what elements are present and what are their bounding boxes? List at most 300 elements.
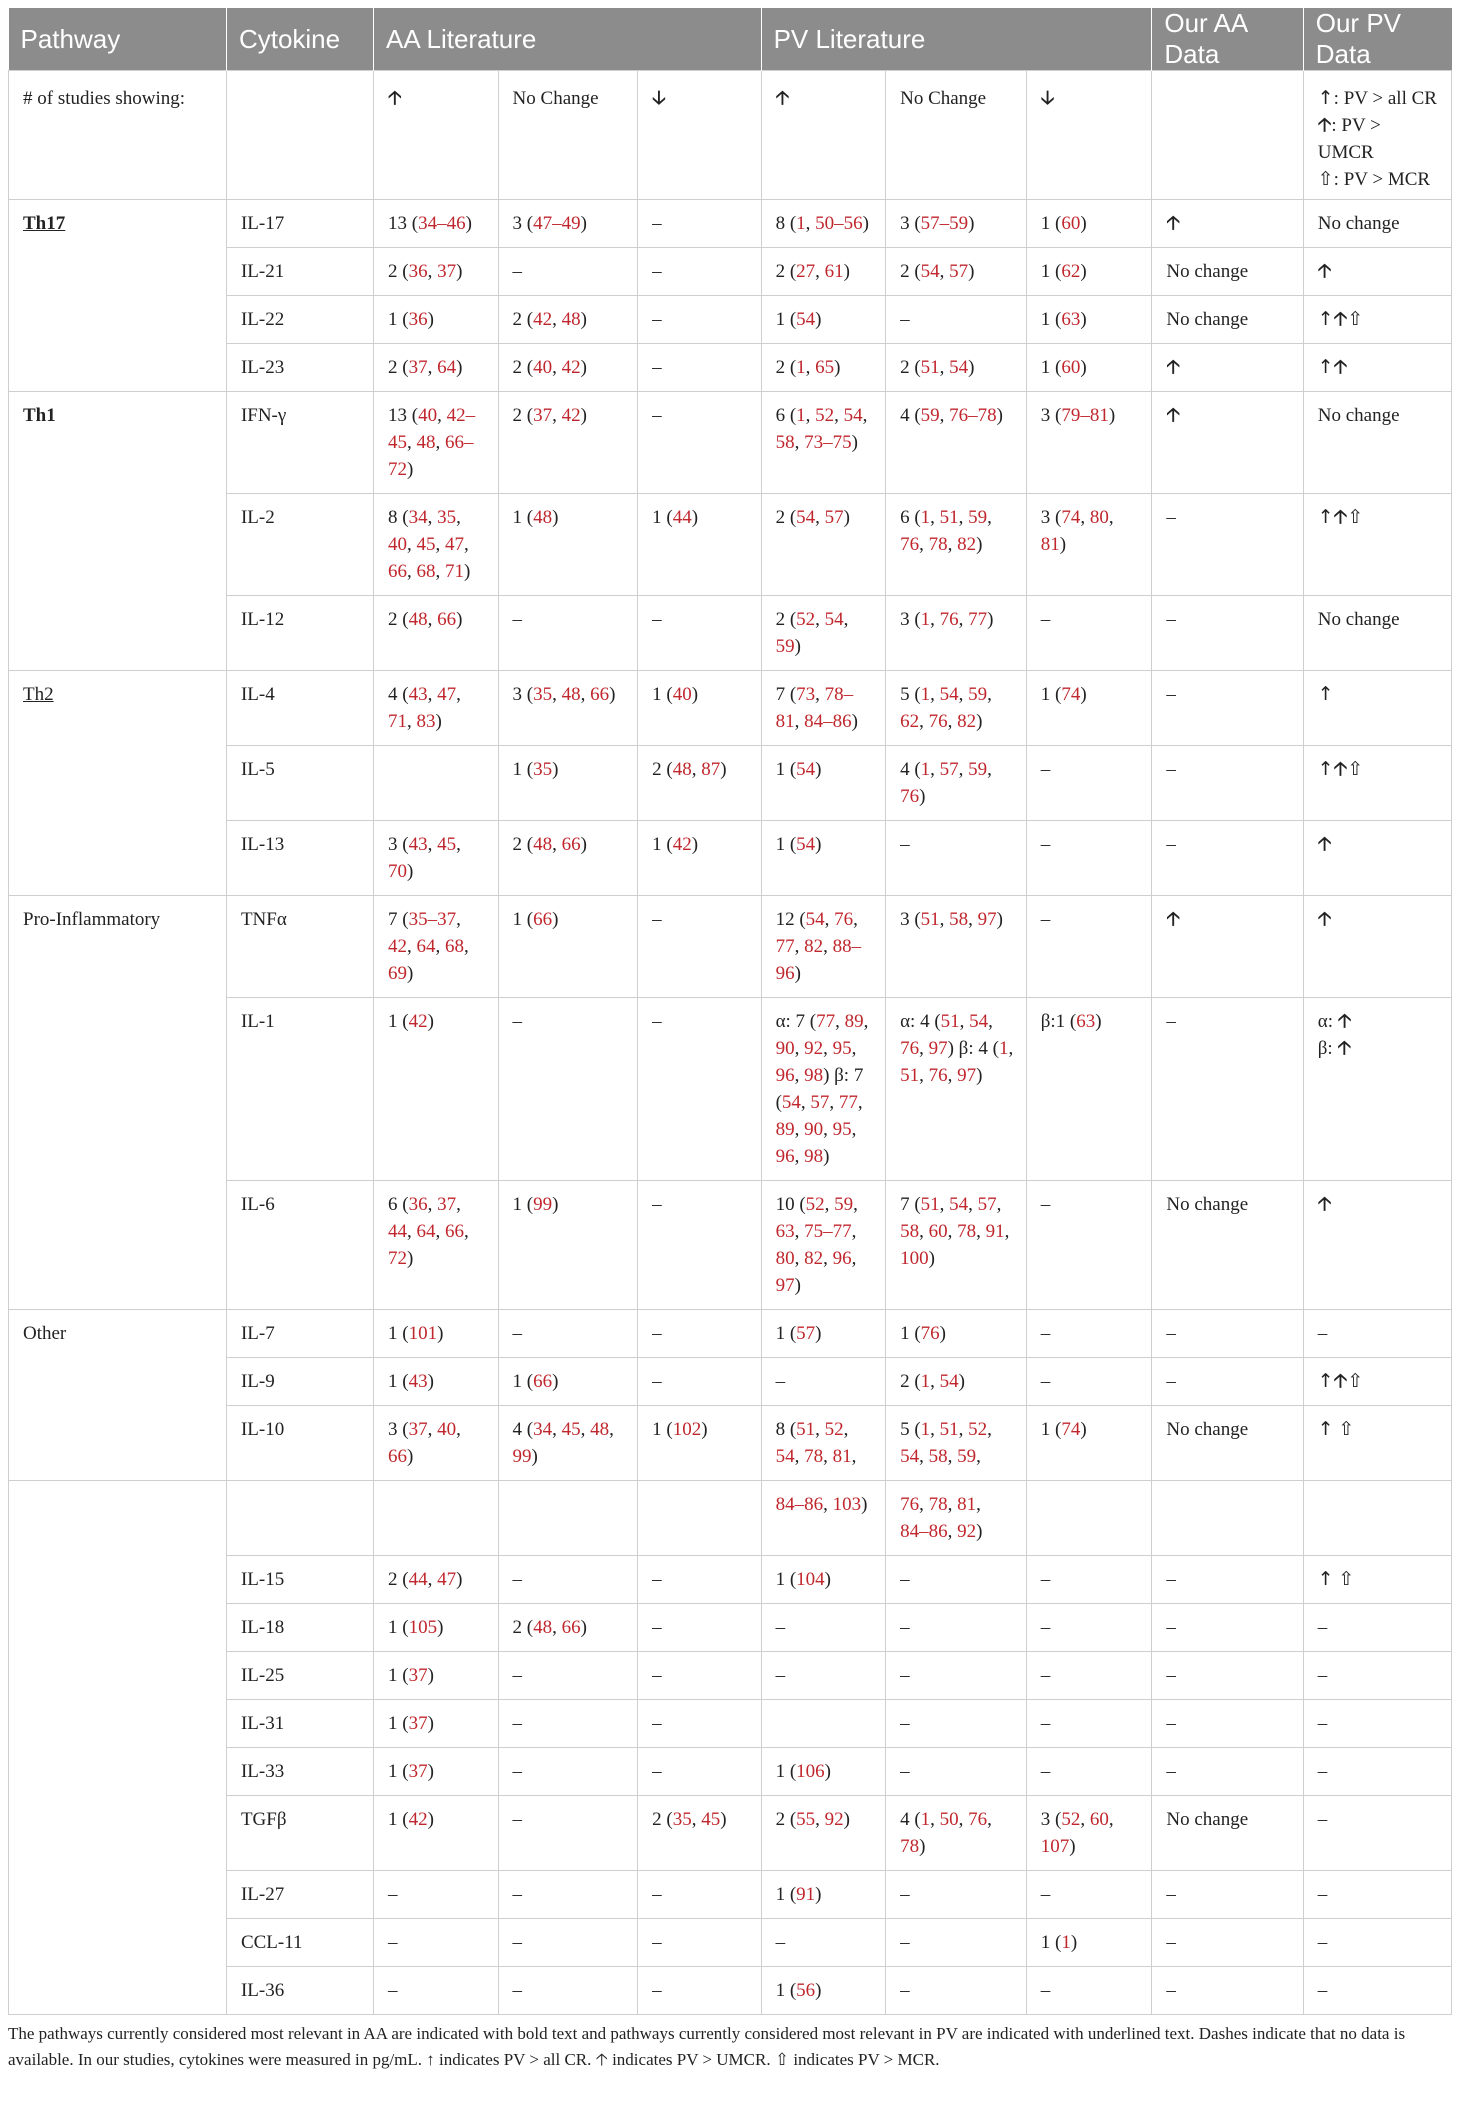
cell <box>1026 1481 1152 1556</box>
cell: 6 (36, 37, 44, 64, 66, 72) <box>374 1181 499 1310</box>
cell: 12 (54, 76, 77, 82, 88–96) <box>761 896 886 998</box>
up-arrow-icon: ↑ <box>1317 356 1334 378</box>
cell <box>374 1481 499 1556</box>
cell: – <box>1303 1919 1451 1967</box>
cell: 1 (40) <box>638 671 761 746</box>
table-row <box>9 392 1452 494</box>
cell: 1 (37) <box>374 1700 499 1748</box>
up-arrow-icon: ↑ <box>1317 1568 1334 1590</box>
cytokine-name: IL-9 <box>226 1358 373 1406</box>
cell: α: 🡡 β: 🡡 <box>1303 998 1451 1181</box>
cell: 2 (48, 66) <box>374 596 499 671</box>
cell: 1 (37) <box>374 1652 499 1700</box>
cell: – <box>1026 1652 1152 1700</box>
table-row <box>9 671 1452 746</box>
aa-up-header <box>374 71 499 200</box>
cytokine-name: IL-18 <box>226 1604 373 1652</box>
cytokine-name: TGFβ <box>226 1796 373 1871</box>
cell: – <box>638 1652 761 1700</box>
cell <box>9 1181 227 1310</box>
cell: 1 (104) <box>761 1556 886 1604</box>
cytokine-name: CCL-11 <box>226 1919 373 1967</box>
cell: – <box>1026 1748 1152 1796</box>
cell <box>9 1358 227 1406</box>
cytokine-name: IL-17 <box>226 200 373 248</box>
cell: 5 (1, 51, 52, 54, 58, 59, <box>886 1406 1027 1481</box>
table-row <box>9 1871 1452 1919</box>
cell: – <box>1152 998 1303 1181</box>
cell: 8 (51, 52, 54, 78, 81, <box>761 1406 886 1481</box>
cell: 2 (54, 57) <box>761 494 886 596</box>
cell: α: 7 (77, 89, 90, 92, 95, 96, 98) β: 7 (54, 57, 77, 89, 90, 95, 96, 98) <box>761 998 886 1181</box>
cell: 3 (74, 80, 81) <box>1026 494 1152 596</box>
cell: 84–86, 103) <box>761 1481 886 1556</box>
table-row <box>9 1700 1452 1748</box>
cell: – <box>761 1358 886 1406</box>
cell: – <box>1303 1652 1451 1700</box>
cell: – <box>498 1748 638 1796</box>
cell: – <box>638 1358 761 1406</box>
cell: – <box>1026 1967 1152 2015</box>
pathway-th2: Th2 <box>9 671 227 746</box>
cell: – <box>374 1871 499 1919</box>
cell <box>1303 248 1451 296</box>
cell <box>9 821 227 896</box>
table-row <box>9 1556 1452 1604</box>
cell: 76, 78, 81, 84–86, 92) <box>886 1481 1027 1556</box>
cell: 4 (1, 57, 59, 76) <box>886 746 1027 821</box>
cell <box>9 1919 227 1967</box>
cell: 1 (43) <box>374 1358 499 1406</box>
cell: – <box>886 1871 1027 1919</box>
cytokine-name: IL-23 <box>226 344 373 392</box>
cell: – <box>886 1967 1027 2015</box>
cell <box>9 1406 227 1481</box>
bold-up-arrow-icon: 🡡 <box>1333 308 1348 330</box>
up-arrow-icon: 🡡 <box>388 87 402 109</box>
cell: 1 (66) <box>498 896 638 998</box>
cytokine-name: IL-10 <box>226 1406 373 1481</box>
cell: No change <box>1152 1181 1303 1310</box>
cytokine-name: IL-12 <box>226 596 373 671</box>
pv-down-header <box>1026 71 1152 200</box>
up-arrow-icon: ↑ <box>1317 683 1334 705</box>
cell: – <box>374 1967 499 2015</box>
cell <box>9 1871 227 1919</box>
cytokine-name: IL-33 <box>226 1748 373 1796</box>
cell: 4 (34, 45, 48, 99) <box>498 1406 638 1481</box>
cell: – <box>638 1700 761 1748</box>
cytokine-name: IFN-γ <box>226 392 373 494</box>
cell: No change <box>1303 200 1451 248</box>
cell <box>374 746 499 821</box>
cell: – <box>498 1556 638 1604</box>
cell: – <box>374 1919 499 1967</box>
cell: – <box>638 1310 761 1358</box>
cell: – <box>1303 1604 1451 1652</box>
cell: No change <box>1152 248 1303 296</box>
cell: – <box>1026 1604 1152 1652</box>
cell <box>1303 671 1451 746</box>
cell <box>9 1967 227 2015</box>
cell: 2 (36, 37) <box>374 248 499 296</box>
pv-legend: ↑: PV > all CR 🡡: PV > UMCR ⇧: PV > MCR <box>1303 71 1451 200</box>
table-row <box>9 746 1452 821</box>
cell: 1 (101) <box>374 1310 499 1358</box>
cell: – <box>1303 1871 1451 1919</box>
cytokine-name: IL-25 <box>226 1652 373 1700</box>
cell: 10 (52, 59, 63, 75–77, 80, 82, 96, 97) <box>761 1181 886 1310</box>
cell <box>226 71 373 200</box>
cell <box>1303 1406 1451 1481</box>
cell: 8 (1, 50–56) <box>761 200 886 248</box>
hollow-up-arrow-icon: ⇧ <box>1347 506 1364 528</box>
table-row <box>9 1181 1452 1310</box>
col-our-pv-data: Our PV Data <box>1303 8 1451 71</box>
cell: – <box>498 1310 638 1358</box>
cell: – <box>886 1604 1027 1652</box>
cell: – <box>638 1604 761 1652</box>
cell <box>1303 494 1451 596</box>
cell: – <box>1152 1604 1303 1652</box>
cell: 3 (57–59) <box>886 200 1027 248</box>
cell: – <box>1152 1556 1303 1604</box>
cell: – <box>1026 596 1152 671</box>
cell: 2 (40, 42) <box>498 344 638 392</box>
cell: – <box>886 1700 1027 1748</box>
cytokine-name: IL-1 <box>226 998 373 1181</box>
cytokine-table <box>8 8 1452 2015</box>
header-row <box>9 8 1452 71</box>
cell: – <box>1026 896 1152 998</box>
table-row <box>9 821 1452 896</box>
cell: No change <box>1152 296 1303 344</box>
cell: 1 (48) <box>498 494 638 596</box>
cell <box>1303 821 1451 896</box>
cell <box>9 1700 227 1748</box>
cell: – <box>638 596 761 671</box>
cell: 3 (52, 60, 107) <box>1026 1796 1152 1871</box>
cell: – <box>498 998 638 1181</box>
cell <box>1303 1358 1451 1406</box>
bold-up-arrow-icon: 🡡 <box>1333 356 1348 378</box>
cell: 13 (40, 42–45, 48, 66–72) <box>374 392 499 494</box>
table-row <box>9 1481 1452 1556</box>
cell: – <box>761 1604 886 1652</box>
cell <box>1303 1181 1451 1310</box>
cell: 1 (42) <box>374 998 499 1181</box>
cell: – <box>1026 746 1152 821</box>
cell <box>9 1604 227 1652</box>
pv-nochange-header: No Change <box>886 71 1027 200</box>
down-arrow-icon: 🡣 <box>1040 87 1055 109</box>
cell: α: 4 (51, 54, 76, 97) β: 4 (1, 51, 76, 97) <box>886 998 1027 1181</box>
cell: – <box>638 1748 761 1796</box>
cell: 1 (54) <box>761 746 886 821</box>
cell: 1 (60) <box>1026 344 1152 392</box>
cell: 4 (43, 47, 71, 83) <box>374 671 499 746</box>
up-arrow-icon: ↑ <box>1317 1418 1334 1440</box>
cell: 1 (66) <box>498 1358 638 1406</box>
cell <box>9 494 227 596</box>
cell: 1 (44) <box>638 494 761 596</box>
table-row <box>9 896 1452 998</box>
cell: No change <box>1152 1796 1303 1871</box>
table-row <box>9 998 1452 1181</box>
cell: – <box>1152 494 1303 596</box>
cell: – <box>1026 821 1152 896</box>
cell: – <box>761 1652 886 1700</box>
cell: 1 (37) <box>374 1748 499 1796</box>
bold-up-arrow-icon: 🡡 <box>1333 506 1348 528</box>
cytokine-name: IL-7 <box>226 1310 373 1358</box>
aa-nochange-header: No Change <box>498 71 638 200</box>
cytokine-name: IL-27 <box>226 1871 373 1919</box>
pathway-th17: Th17 <box>9 200 227 248</box>
cell: – <box>638 344 761 392</box>
cell: – <box>1026 1181 1152 1310</box>
cell: – <box>638 1967 761 2015</box>
table-row <box>9 1406 1452 1481</box>
cell <box>9 344 227 392</box>
cell <box>9 746 227 821</box>
cell: 4 (59, 76–78) <box>886 392 1027 494</box>
cell: – <box>1303 1967 1451 2015</box>
pathway-pro-inflammatory: Pro-Inflammatory <box>9 896 227 998</box>
cell: 3 (35, 48, 66) <box>498 671 638 746</box>
cell: 1 (105) <box>374 1604 499 1652</box>
cell: 1 (74) <box>1026 671 1152 746</box>
cell: 2 (1, 65) <box>761 344 886 392</box>
up-arrow-icon: ↑ <box>1317 758 1334 780</box>
cytokine-name: IL-36 <box>226 1967 373 2015</box>
table-row <box>9 1967 1452 2015</box>
cell: 1 (74) <box>1026 1406 1152 1481</box>
cell: 1 (54) <box>761 296 886 344</box>
cell <box>9 596 227 671</box>
cytokine-name: IL-2 <box>226 494 373 596</box>
bold-up-arrow-icon: 🡡 <box>1317 1193 1332 1215</box>
col-cytokine: Cytokine <box>226 8 373 71</box>
cell: – <box>638 1871 761 1919</box>
cell: 1 (99) <box>498 1181 638 1310</box>
subheader-row <box>9 71 1452 200</box>
cell: – <box>498 1967 638 2015</box>
cell: – <box>498 1700 638 1748</box>
cell: – <box>1152 1748 1303 1796</box>
hollow-up-arrow-icon: ⇧ <box>1317 168 1334 190</box>
cell: 3 (47–49) <box>498 200 638 248</box>
cell: – <box>1026 1871 1152 1919</box>
cell: 2 (51, 54) <box>886 344 1027 392</box>
aa-down-header <box>638 71 761 200</box>
cytokine-name: TNFα <box>226 896 373 998</box>
cell: 3 (51, 58, 97) <box>886 896 1027 998</box>
table-row <box>9 344 1452 392</box>
cell: – <box>886 296 1027 344</box>
cell: – <box>498 248 638 296</box>
bold-up-arrow-icon: 🡡 <box>1337 1010 1352 1032</box>
cell: – <box>886 1919 1027 1967</box>
cell: 6 (1, 52, 54, 58, 73–75) <box>761 392 886 494</box>
hollow-up-arrow-icon: ⇧ <box>1347 308 1364 330</box>
hollow-up-arrow-icon: ⇧ <box>1338 1568 1355 1590</box>
cell <box>9 1481 227 1556</box>
cell: 2 (48, 66) <box>498 1604 638 1652</box>
cell: – <box>886 1556 1027 1604</box>
cell: 7 (51, 54, 57, 58, 60, 78, 91, 100) <box>886 1181 1027 1310</box>
cell: – <box>886 1748 1027 1796</box>
cell <box>761 1700 886 1748</box>
table-row <box>9 1796 1452 1871</box>
cell: – <box>1303 1748 1451 1796</box>
cell: 1 (35) <box>498 746 638 821</box>
bold-up-arrow-icon: 🡡 <box>1333 1370 1348 1392</box>
cell: – <box>638 998 761 1181</box>
cell: 3 (43, 45, 70) <box>374 821 499 896</box>
cytokine-name: IL-15 <box>226 1556 373 1604</box>
cell: – <box>886 821 1027 896</box>
cell: 1 (60) <box>1026 200 1152 248</box>
cell <box>1303 344 1451 392</box>
cell: 2 (35, 45) <box>638 1796 761 1871</box>
table-footnote: The pathways currently considered most relevant in AA are indicated with bold text and pathways currently considered most relevant in PV are indicated with underlined text. Dashes indicate that no data is available. In our studies, cytokines were measured in pg/mL. ↑ indicates PV > all CR. 🡡 indicates PV > UMCR. ⇧ indicates PV > MCR. <box>8 2024 1406 2069</box>
cytokine-name: IL-22 <box>226 296 373 344</box>
cell: – <box>1152 1871 1303 1919</box>
cell: – <box>638 248 761 296</box>
cell <box>1303 1481 1451 1556</box>
cell: 1 (106) <box>761 1748 886 1796</box>
up-arrow-icon: ↑ <box>1317 87 1334 109</box>
cell: – <box>638 896 761 998</box>
bold-up-arrow-icon: 🡡 <box>1317 908 1332 930</box>
cell <box>1152 71 1303 200</box>
bold-up-arrow-icon: 🡡 <box>1166 908 1181 930</box>
cell: – <box>638 392 761 494</box>
studies-label: # of studies showing: <box>9 71 227 200</box>
cell: – <box>1303 1700 1451 1748</box>
table-row <box>9 1652 1452 1700</box>
cell <box>226 1481 373 1556</box>
table-row <box>9 596 1452 671</box>
cell: 2 (27, 61) <box>761 248 886 296</box>
col-aa-literature: AA Literature <box>374 8 762 71</box>
cell <box>9 1796 227 1871</box>
cell: 2 (42, 48) <box>498 296 638 344</box>
cell: – <box>761 1919 886 1967</box>
up-arrow-icon: 🡡 <box>775 87 790 109</box>
cell: – <box>1152 746 1303 821</box>
cell: – <box>1152 1919 1303 1967</box>
cell: 1 (62) <box>1026 248 1152 296</box>
cell: 7 (73, 78–81, 84–86) <box>761 671 886 746</box>
table-row <box>9 1358 1452 1406</box>
cell: – <box>498 1796 638 1871</box>
cell: 1 (56) <box>761 1967 886 2015</box>
cytokine-name: IL-21 <box>226 248 373 296</box>
cytokine-name: IL-4 <box>226 671 373 746</box>
cell: – <box>1026 1358 1152 1406</box>
table-row <box>9 494 1452 596</box>
col-pv-literature: PV Literature <box>761 8 1152 71</box>
bold-up-arrow-icon: 🡡 <box>1317 833 1332 855</box>
cell <box>9 1748 227 1796</box>
cell: – <box>1303 1310 1451 1358</box>
cell: 2 (37, 42) <box>498 392 638 494</box>
cell: – <box>498 596 638 671</box>
cell: 1 (57) <box>761 1310 886 1358</box>
cell: – <box>1303 1796 1451 1871</box>
cell: – <box>498 1652 638 1700</box>
table-row <box>9 1310 1452 1358</box>
cell <box>1152 1481 1303 1556</box>
cell: – <box>498 1871 638 1919</box>
cell: – <box>638 1556 761 1604</box>
down-arrow-icon: 🡣 <box>652 87 666 109</box>
cytokine-name: IL-6 <box>226 1181 373 1310</box>
pathway-th1: Th1 <box>9 392 227 494</box>
hollow-up-arrow-icon: ⇧ <box>1338 1418 1355 1440</box>
cell: 6 (1, 51, 59, 76, 78, 82) <box>886 494 1027 596</box>
bold-up-arrow-icon: 🡡 <box>1337 1037 1352 1059</box>
table-row <box>9 296 1452 344</box>
cell: – <box>638 200 761 248</box>
cell <box>498 1481 638 1556</box>
cell <box>1152 896 1303 998</box>
bold-up-arrow-icon: 🡡 <box>1333 758 1348 780</box>
cell: – <box>1152 1652 1303 1700</box>
cell: 8 (34, 35, 40, 45, 47, 66, 68, 71) <box>374 494 499 596</box>
cell <box>1303 746 1451 821</box>
cell <box>9 296 227 344</box>
cell: 1 (1) <box>1026 1919 1152 1967</box>
bold-up-arrow-icon: 🡡 <box>1166 404 1181 426</box>
cell: 3 (79–81) <box>1026 392 1152 494</box>
cell: – <box>498 1919 638 1967</box>
cell: – <box>1152 1358 1303 1406</box>
cell <box>1152 344 1303 392</box>
cell: No change <box>1303 392 1451 494</box>
cell: 2 (48, 66) <box>498 821 638 896</box>
col-our-aa-data: Our AA Data <box>1152 8 1303 71</box>
cell <box>9 1652 227 1700</box>
cell <box>638 1481 761 1556</box>
cell: – <box>638 1919 761 1967</box>
cell: 5 (1, 54, 59, 62, 76, 82) <box>886 671 1027 746</box>
up-arrow-icon: ↑ <box>1317 1370 1334 1392</box>
bold-up-arrow-icon: 🡡 <box>1317 114 1332 136</box>
cell: – <box>1026 1556 1152 1604</box>
cell <box>1303 896 1451 998</box>
cell: 1 (36) <box>374 296 499 344</box>
cell: 1 (91) <box>761 1871 886 1919</box>
cell <box>9 1556 227 1604</box>
cell: – <box>886 1652 1027 1700</box>
cell: 3 (1, 76, 77) <box>886 596 1027 671</box>
cell: No change <box>1303 596 1451 671</box>
cell: 2 (44, 47) <box>374 1556 499 1604</box>
cell: – <box>1026 1310 1152 1358</box>
cell: – <box>1152 596 1303 671</box>
cell <box>9 998 227 1181</box>
cell: 1 (54) <box>761 821 886 896</box>
cell: 1 (42) <box>638 821 761 896</box>
cell: – <box>1152 671 1303 746</box>
cell: 2 (52, 54, 59) <box>761 596 886 671</box>
cell: – <box>638 1181 761 1310</box>
cytokine-table-container <box>8 8 1452 2073</box>
cell <box>1152 200 1303 248</box>
